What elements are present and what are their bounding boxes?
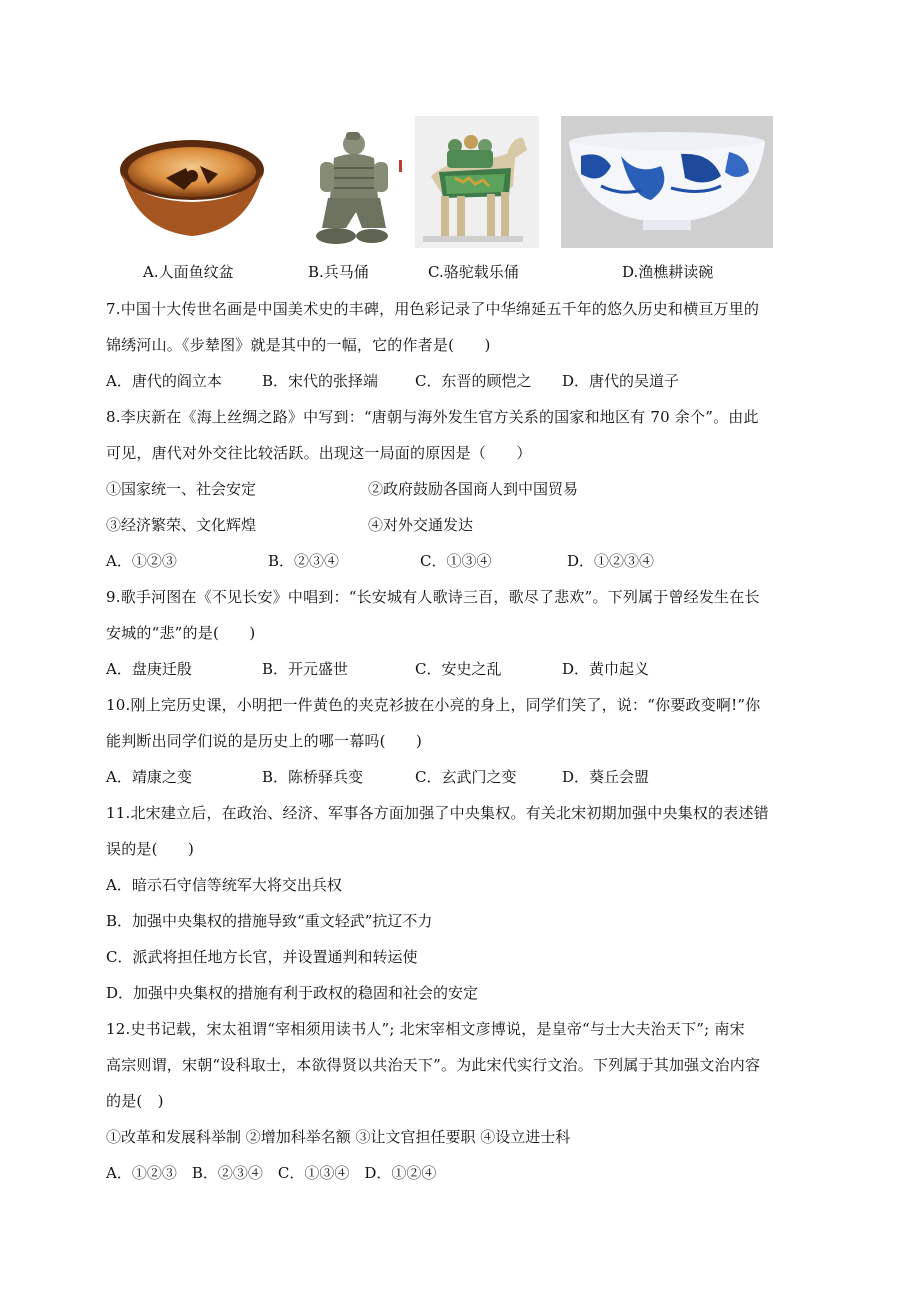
q12-line-1: 12.史书记载，宋太祖谓“宰相须用读书人”; 北宋宰相文彦博说，是皇帝“与士大夫治天下”; 南宋 bbox=[106, 1020, 745, 1038]
caption-c: C.骆驼载乐俑 bbox=[428, 263, 519, 281]
caption-d: D.渔樵耕读碗 bbox=[622, 263, 714, 281]
q8-line-2: 可见，唐代对外交往比较活跃。出现这一局面的原因是（ ） bbox=[106, 444, 532, 462]
q10-option-b: B．陈桥驿兵变 bbox=[262, 768, 364, 786]
bowl-fish-pattern-icon bbox=[116, 130, 268, 242]
q10-line-2: 能判断出同学们说的是历史上的哪一幕吗( ) bbox=[106, 732, 423, 750]
q8-item-3: ③经济繁荣、文化辉煌 bbox=[106, 516, 257, 534]
q9-option-b: B．开元盛世 bbox=[262, 660, 349, 678]
red-mark-icon bbox=[399, 160, 402, 172]
camel-figurine-icon bbox=[415, 116, 539, 248]
q11-option-d: D．加强中央集权的措施有利于政权的稳固和社会的安定 bbox=[106, 984, 479, 1002]
q10-option-d: D．葵丘会盟 bbox=[562, 768, 650, 786]
q7-line-2: 锦绣河山。《步辇图》就是其中的一幅，它的作者是( ) bbox=[106, 336, 491, 354]
q12-items: ①改革和发展科举制 ②增加科举名额 ③让文官担任要职 ④设立进士科 bbox=[106, 1128, 571, 1146]
q9-line-2: 安城的“悲”的是( ) bbox=[106, 624, 256, 642]
q9-option-a: A．盘庚迁殷 bbox=[106, 660, 192, 678]
q10-option-a: A．靖康之变 bbox=[106, 768, 192, 786]
q11-option-a: A．暗示石守信等统军大将交出兵权 bbox=[106, 876, 342, 894]
q8-item-4: ④对外交通发达 bbox=[368, 516, 474, 534]
q9-line-1: 9.歌手河图在《不见长安》中唱到：“长安城有人歌诗三百，歌尽了悲欢”。下列属于曾经发生在长 bbox=[106, 588, 760, 606]
q11-line-2: 误的是( ) bbox=[106, 840, 195, 858]
caption-b: B.兵马俑 bbox=[308, 263, 369, 281]
q8-item-1: ①国家统一、社会安定 bbox=[106, 480, 257, 498]
q7-option-d: D．唐代的吴道子 bbox=[562, 372, 680, 390]
q8-option-d: D．①②③④ bbox=[567, 552, 655, 570]
q12-line-3: 的是( ) bbox=[106, 1092, 164, 1110]
q10-line-1: 10.刚上完历史课，小明把一件黄色的夹克衫披在小亮的身上，同学们笑了，说：“你要政变啊!”你 bbox=[106, 696, 761, 714]
q7-option-b: B．宋代的张择端 bbox=[262, 372, 379, 390]
q10-option-c: C．玄武门之变 bbox=[415, 768, 517, 786]
q7-line-1: 7.中国十大传世名画是中国美术史的丰碑，用色彩记录了中华绵延五千年的悠久历史和横亘万里的 bbox=[106, 300, 760, 318]
q8-option-b: B．②③④ bbox=[268, 552, 340, 570]
q8-option-c: C．①③④ bbox=[420, 552, 492, 570]
q9-option-c: C．安史之乱 bbox=[415, 660, 502, 678]
blue-white-bowl-icon bbox=[561, 116, 773, 248]
q7-option-a: A．唐代的阎立本 bbox=[106, 372, 222, 390]
q8-option-a: A．①②③ bbox=[106, 552, 177, 570]
caption-a: A.人面鱼纹盆 bbox=[143, 263, 234, 281]
q8-item-2: ②政府鼓励各国商人到中国贸易 bbox=[368, 480, 579, 498]
terracotta-warrior-icon bbox=[310, 128, 400, 246]
q12-options: A．①②③ B．②③④ C．①③④ D．①②④ bbox=[106, 1164, 437, 1182]
q11-line-1: 11.北宋建立后，在政治、经济、军事各方面加强了中央集权。有关北宋初期加强中央集权的表述错 bbox=[106, 804, 769, 822]
q11-option-c: C．派武将担任地方长官，并设置通判和转运使 bbox=[106, 948, 418, 966]
q7-option-c: C．东晋的顾恺之 bbox=[415, 372, 532, 390]
q12-line-2: 高宗则谓，宋朝“设科取士，本欲得贤以共治天下”。为此宋代实行文治。下列属于其加强文治内容 bbox=[106, 1056, 761, 1074]
q8-line-1: 8.李庆新在《海上丝绸之路》中写到：“唐朝与海外发生官方关系的国家和地区有 70 余个”。由此 bbox=[106, 408, 759, 426]
q9-option-d: D．黄巾起义 bbox=[562, 660, 650, 678]
q11-option-b: B．加强中央集权的措施导致“重文轻武”抗辽不力 bbox=[106, 912, 433, 930]
